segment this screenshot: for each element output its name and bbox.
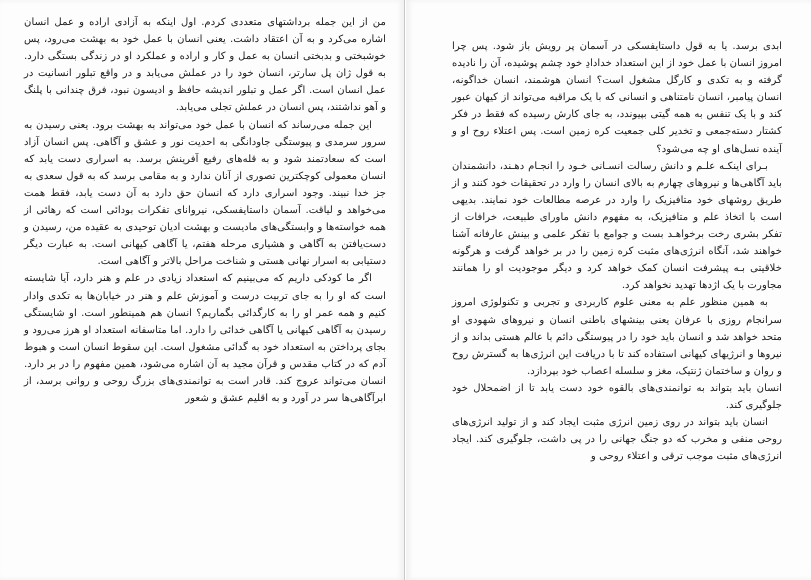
paragraph: ابدی برسد. یا به قول داستایفسکی در آسمان پر رویش باز شود. پس چرا امروز انسان با عمل خود از این استعداد خدادادِ خود چشم پوشیده، آن را نادیده گرفته و به تکدی و کارگل مشغول است؟ انسان هوشمند، انسان خداگونه، انسان پیامبر، انسان نامتناهی و انسانی که با یک مراقبه می‌تواند از کیهان عبور کند و با یک تنفس به همه گیتی بپیوندد، به جای کارش رسیده که فقط در فکر کشتار دسته‌جمعی و تخدیر کلی جمعیت کره زمین است. پس اعتلاء روح او و آینده نسل‌های او چه می‌شود؟ xyxy=(452,41,782,155)
paragraph: انسان باید بتواند در روی زمین انرژی مثبت ایجاد کند و از تولید انرژی‌های روحی منفی و مخرب که دو جنگ جهانی را در پی داشت، جلوگیری کند. ایجاد انرژی‌های مثبت موجب ترقی و اعتلاء روحی و xyxy=(452,417,782,463)
paragraph: این جمله می‌رساند که انسان با عمل خود می‌تواند به بهشت برود. یعنی رسیدن به سرور سرمدی و پیوستگی جاودانگی به احدیت نور و عشق و آگاهی. پس انسان آزاد است که سعادتمند شود و به قله‌های رفیع آفرینش برسد. به اسراری دست یابد که انسان معمولی کوچکترین تصوری از آنان ندارد و به مقامی برسد که به قول سعدی به جز خدا نبیند. وجود اسراری دارد که انسان حق دارد به آن دست یابد، فقط همت می‌خواهد و لیاقت. آسمان داستایفسکی، نیروانای تفکرات بودائی است که رهائی از همه خواسته‌ها و وابستگی‌های مادیست و بهشت ادیان توحیدی به عقیده من، رسیدن و دست‌یافتن به آگاهی و هشیاری مرحله هفتم، یا آگاهی کیهانی است. به عبارت دیگر دستیابی به اسرار نهانی هستی و شناخت مراحل بالاتر و آگاهی است. xyxy=(24,119,386,268)
right-page-text xyxy=(452,38,782,465)
paragraph: اگر ما کودکی داریم که می‌بینیم که استعداد زیادی در علم و هنر دارد، آیا شایسته است که او را به جای تربیت درست و آموزش علم و هنر در خیابان‌ها به تکدی وادار کنیم و همه عمر او را به کارگدائی بگماریم؟ انسان هم همینطور است. او شایستگی رسیدن به آگاهی کیهانی یا آگاهی خدائی را دارد. اما متاسفانه استعداد او هرز می‌رود و بجای پرداختن به استعداد خود به گدائی مشغول است. این سقوط انسان است و هبوط آدم که در کتاب مقدس و قرآن مجید به آن اشاره می‌شود، همین مفهوم را در بر دارد. انسان می‌تواند عروج کند. قادر است به توانمندی‌های بزرگ روحی و روانی برسد، از ابرآگاهی‌ها سر در آورد و به اقلیم عشق و شعور xyxy=(24,273,386,405)
paragraph: به همین منظور علم به معنی علوم کاربردی و تجربی و تکنولوژی امروز سرانجام روزی با عرفان یعنی بینشهای باطنی انسان و نیروهای شهودی او متحد خواهد شد و انسان باید خود را در پیوستگی دائم با عالم هستی بداند و از نیروها و انرژیهای کیهانی استفاده کند تا با دریافت این انرژی‌ها به گسترش روح و روان و ساختمان ژنتیک، مغز و سلسله اعصاب خود بپردازد. xyxy=(452,297,782,377)
paragraph: بـرای اینکـه علـم و دانش رسالت انسـانی خـود را انجـام دهـند، دانشمندان باید آگاهی‌ها و نیروهای چهارم به بالای انسان را وارد در تحقیقات خود کنند و از طریق روشهای خود متافیزیک را وارد در عرصه مطالعات خود نمایند. بدیهی است با اتخاذ علم و متافیزیک، به مفهوم دانش ماورای طبیعت، خرافات از تفکر بشری رخت برخواهـد بست و جوامع با تفکر علمی و بینش عارفانه آشنا خواهند شد، آنگاه انرژی‌های مثبت کره زمین را در بر خواهد گرفت و هرگونه خلاقیتی بـه پیشرفت انسان کمک خواهد کرد و دیگر موجودیت او را همانند مجاورت با یک اژدها تهدید نخواهد کرد. xyxy=(452,160,782,292)
paragraph: انسان باید بتواند به توانمندی‌های بالقوه خود دست یابد تا از اضمحلال خود جلوگیری کند. xyxy=(452,382,782,411)
left-page xyxy=(0,0,405,580)
left-page-text xyxy=(24,14,386,407)
right-page xyxy=(406,0,811,580)
paragraph: من از این جمله برداشتهای متعددی کردم. اول اینکه به آزادی اراده و عمل انسان اشاره می‌کرد و به آن اعتقاد داشت. یعنی انسان با عمل خود به بهشت می‌رود، پس خوشبختی و بدبختی انسان به عمل و کار و اراده و عملکرد او در زندگی بستگی دارد. به قول ژان پل سارتر، انسان خود را در عملش می‌یابد و در واقع تبلور انسانیت در عمل انسان است. اگر عمل و تبلور اندیشه حافظ و ادیسون نبود، فرق چندانی با پلنگ و آهو نداشتند، پس انسان در عملش تجلی می‌یابد. xyxy=(24,17,386,114)
